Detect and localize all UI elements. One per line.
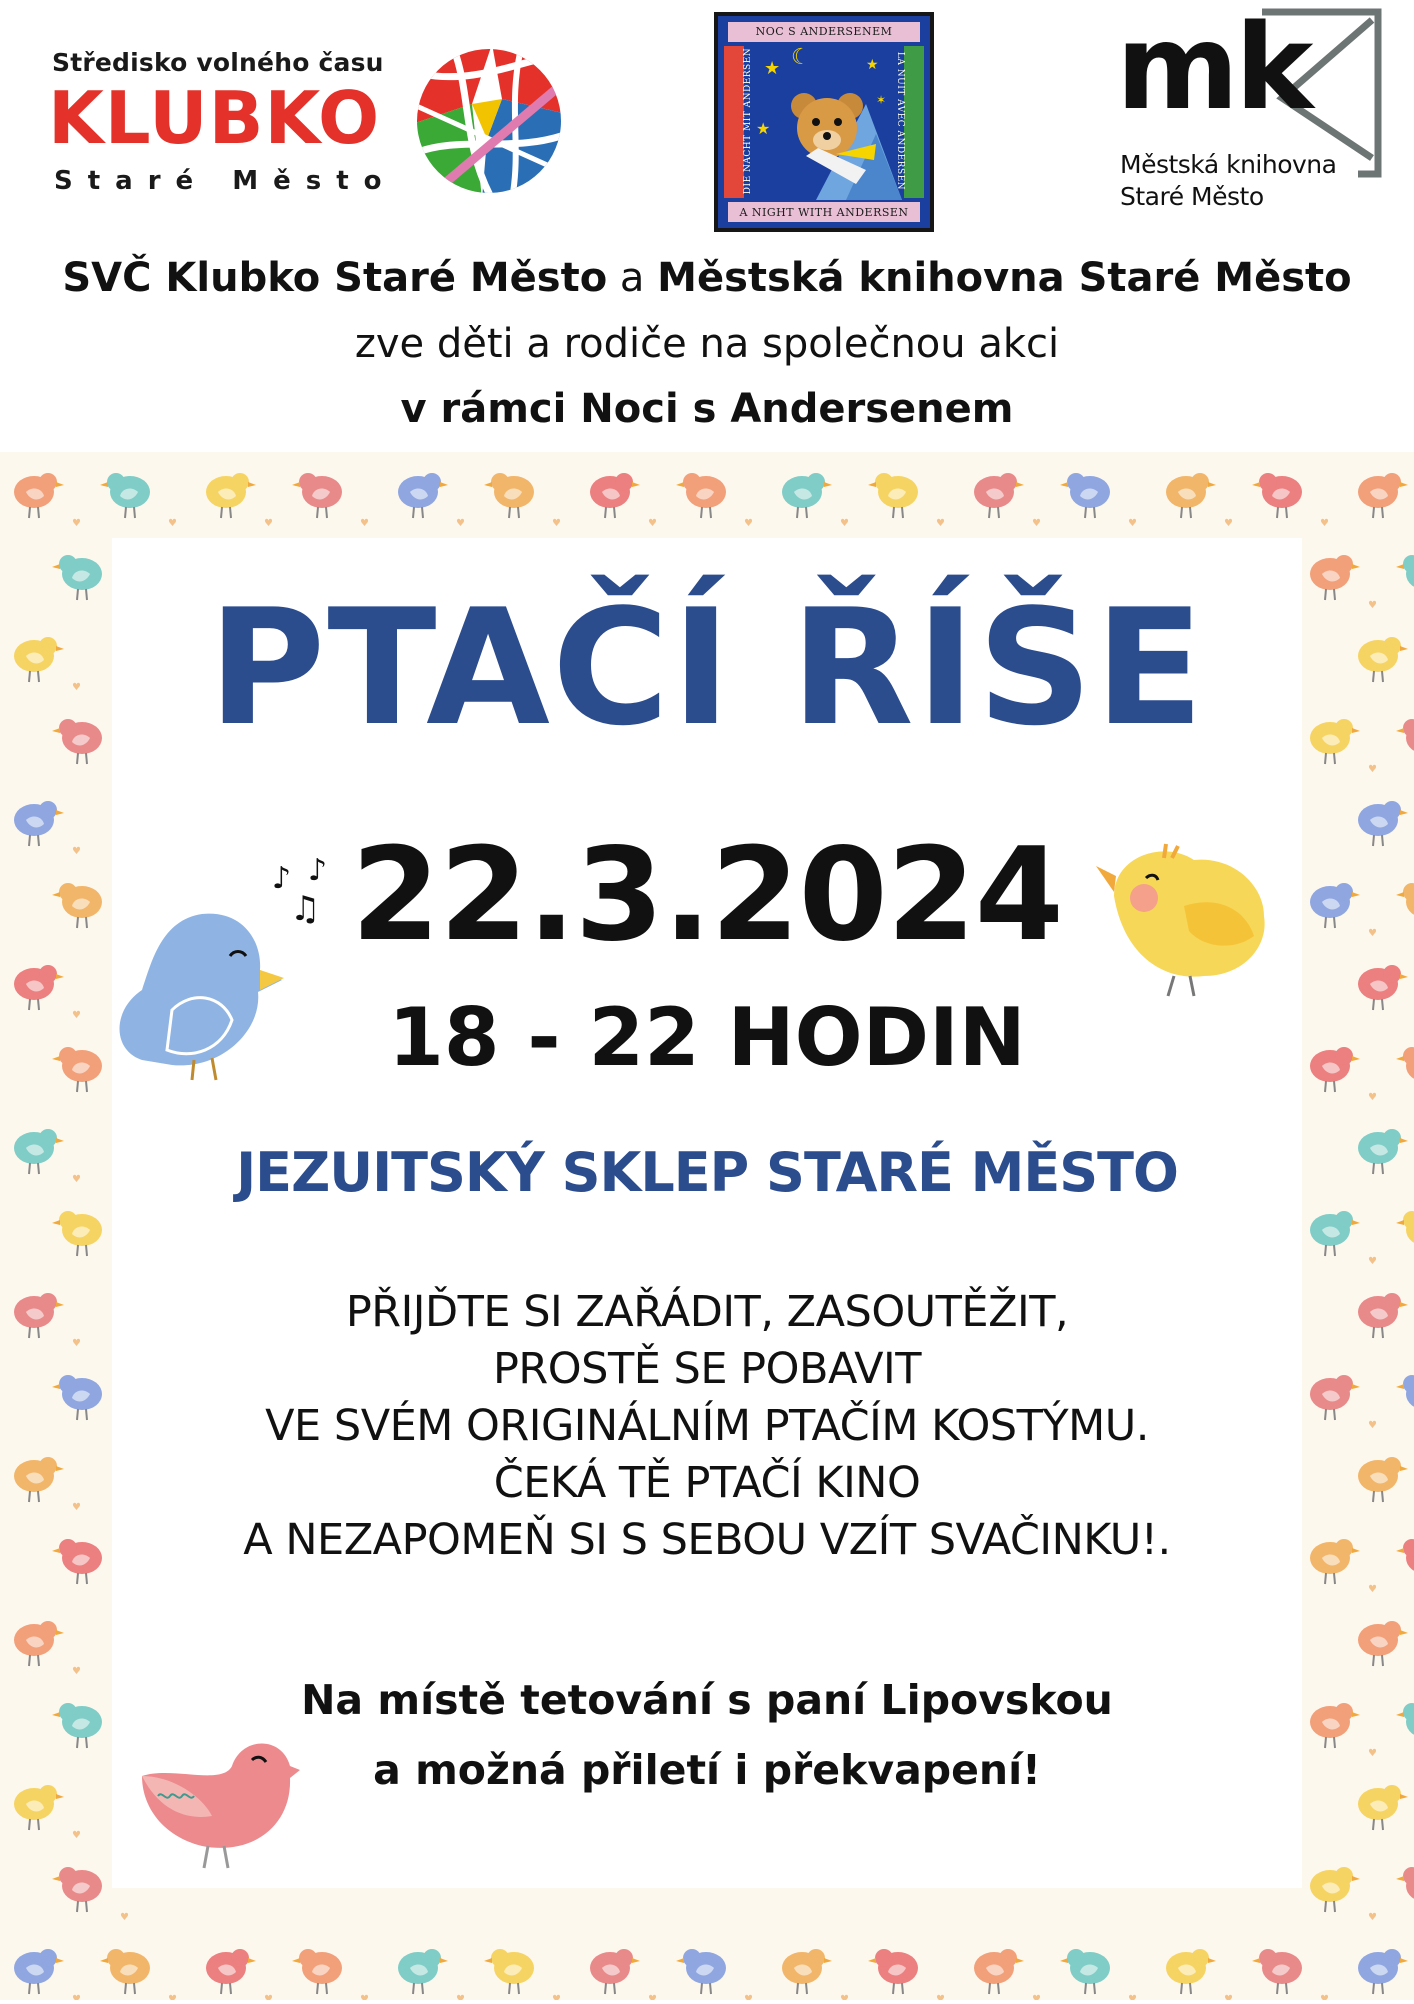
svg-text:☾: ☾: [791, 45, 811, 70]
pattern-bird: [1310, 1211, 1360, 1256]
pattern-bird: [1358, 965, 1408, 1010]
pattern-heart: ♥: [264, 1994, 273, 2000]
pattern-heart: ♥: [1032, 518, 1041, 529]
pattern-bird: [782, 473, 832, 518]
yellow-bird-icon: [1094, 836, 1274, 1006]
svg-text:★: ★: [756, 119, 771, 138]
pattern-heart: ♥: [648, 518, 657, 529]
pattern-heart: ♥: [360, 1994, 369, 2000]
knihovna-line2: Staré Město: [1120, 182, 1264, 211]
pattern-heart: ♥: [936, 518, 945, 529]
event-title: PTAČÍ ŘÍŠE: [208, 574, 1206, 761]
description-line: PROSTĚ SE POBAVIT: [493, 1344, 921, 1394]
pattern-bird: [1396, 1539, 1414, 1584]
pattern-bird: [1252, 1949, 1302, 1994]
pattern-heart: ♥: [1128, 518, 1137, 529]
pattern-bird: [1252, 473, 1302, 518]
pattern-bird: [974, 1949, 1024, 1994]
pattern-heart: ♥: [552, 518, 561, 529]
pattern-heart: ♥: [72, 682, 81, 693]
pattern-heart: ♥: [168, 1994, 177, 2000]
pattern-bird: [1396, 883, 1414, 928]
organizer-conjunction: a: [607, 255, 658, 301]
pattern-bird: [52, 719, 102, 764]
pattern-heart: ♥: [72, 846, 81, 857]
svg-text:♪: ♪: [308, 853, 328, 888]
pattern-bird: [1310, 1539, 1360, 1584]
intro-organizers: [0, 255, 1414, 301]
pattern-bird: [206, 473, 256, 518]
yarn-ball-icon: [412, 44, 567, 199]
pattern-bird: [590, 1949, 640, 1994]
klubko-subtitle: Staré Město: [54, 166, 397, 196]
pattern-bird: [14, 965, 64, 1010]
pattern-heart: ♥: [1224, 1994, 1233, 2000]
pattern-heart: ♥: [552, 1994, 561, 2000]
pattern-heart: ♥: [456, 518, 465, 529]
pattern-bird: [1396, 555, 1414, 600]
pattern-heart: ♥: [72, 1666, 81, 1677]
klubko-logo: [40, 40, 580, 210]
pattern-bird: [52, 883, 102, 928]
pattern-bird: [14, 1621, 64, 1666]
pattern-bird: [1310, 1047, 1360, 1092]
pattern-bird: [1310, 1867, 1360, 1912]
pattern-bird: [676, 473, 726, 518]
pattern-bird: [1396, 1703, 1414, 1748]
pattern-bird: [292, 473, 342, 518]
knihovna-line1: Městská knihovna: [1120, 150, 1337, 179]
pattern-heart: ♥: [72, 1502, 81, 1513]
svg-text:✶: ✶: [876, 93, 887, 107]
pattern-heart: ♥: [1368, 1748, 1377, 1759]
pattern-heart: ♥: [168, 518, 177, 529]
noc-bottom-label: A NIGHT WITH ANDERSEN: [739, 206, 909, 219]
pattern-heart: ♥: [648, 1994, 657, 2000]
event-date: 22.3.2024: [351, 821, 1063, 970]
pattern-heart: ♥: [1368, 600, 1377, 611]
noc-right-label: LA NUIT AVEC ANDERSEN: [895, 51, 905, 191]
pattern-bird: [974, 473, 1024, 518]
description-line: A NEZAPOMEŇ SI S SEBOU VZÍT SVAČINKU!.: [243, 1515, 1171, 1565]
pattern-heart: ♥: [72, 1010, 81, 1021]
pattern-heart: ♥: [264, 518, 273, 529]
extra-info-line1: Na místě tetování s paní Lipovskou: [301, 1676, 1113, 1724]
pattern-heart: ♥: [1320, 518, 1329, 529]
pattern-heart: ♥: [1368, 1584, 1377, 1595]
pattern-bird: [1396, 1867, 1414, 1912]
pattern-bird: [1358, 637, 1408, 682]
pattern-bird: [52, 1703, 102, 1748]
description-line: ČEKÁ TĚ PTAČÍ KINO: [493, 1458, 921, 1508]
pattern-bird: [782, 1949, 832, 1994]
pattern-heart: ♥: [1368, 1092, 1377, 1103]
pattern-heart: ♥: [360, 518, 369, 529]
pattern-bird: [1396, 1211, 1414, 1256]
pattern-bird: [1358, 1949, 1408, 1994]
pattern-bird: [52, 1375, 102, 1420]
pattern-bird: [1396, 1047, 1414, 1092]
pattern-bird: [1358, 1621, 1408, 1666]
pattern-bird: [1310, 719, 1360, 764]
pattern-bird: [484, 1949, 534, 1994]
pattern-bird: [14, 1949, 64, 1994]
pattern-bird: [1358, 1457, 1408, 1502]
pattern-bird: [590, 473, 640, 518]
pattern-bird: [1358, 1129, 1408, 1174]
pattern-bird: [14, 801, 64, 846]
pattern-bird: [100, 1949, 150, 1994]
event-venue: JEZUITSKÝ SKLEP STARÉ MĚSTO: [236, 1141, 1178, 1204]
pattern-heart: ♥: [840, 518, 849, 529]
klubko-name: KLUBKO: [48, 76, 381, 160]
pattern-heart: ♥: [744, 518, 753, 529]
pattern-heart: ♥: [1368, 1420, 1377, 1431]
pattern-bird: [14, 473, 64, 518]
pattern-bird: [1310, 1375, 1360, 1420]
klubko-top-text: Středisko volného času: [52, 48, 384, 77]
pattern-bird: [52, 1867, 102, 1912]
pattern-bird: [1060, 1949, 1110, 1994]
pattern-heart: ♥: [72, 1174, 81, 1185]
pattern-bird: [1358, 1293, 1408, 1338]
pattern-bird: [52, 1047, 102, 1092]
mk-mark: mk: [1116, 0, 1310, 136]
pattern-bird: [52, 1539, 102, 1584]
pattern-bird: [1358, 473, 1408, 518]
pattern-bird: [14, 1129, 64, 1174]
noc-top-label: NOC S ANDERSENEM: [755, 25, 893, 38]
pattern-bird: [398, 473, 448, 518]
pattern-heart: ♥: [1368, 1256, 1377, 1267]
event-time: 18 - 22 HODIN: [388, 991, 1026, 1084]
pattern-bird: [14, 637, 64, 682]
organizer-2: Městská knihovna Staré Město: [657, 255, 1352, 301]
pattern-bird: [100, 473, 150, 518]
pattern-bird: [52, 1211, 102, 1256]
svg-text:★: ★: [866, 57, 879, 73]
pattern-heart: ♥: [72, 518, 81, 529]
teddy-bear-icon: [746, 44, 902, 200]
pattern-heart: ♥: [1320, 1994, 1329, 2000]
pattern-bird: [292, 1949, 342, 1994]
blue-bird-icon: [112, 900, 292, 1090]
pattern-bird: [1166, 1949, 1216, 1994]
pattern-heart: ♥: [72, 1830, 81, 1841]
pattern-bird: [1358, 801, 1408, 846]
extra-info-line2: a možná přiletí i překvapení!: [373, 1746, 1041, 1794]
noc-left-label: DIE NACHT MIT ANDERSEN: [743, 47, 753, 195]
pattern-bird: [484, 473, 534, 518]
pattern-bird: [14, 1785, 64, 1830]
intro-context: v rámci Noci s Andersenem: [400, 386, 1014, 432]
description-line: PŘIJĎTE SI ZAŘÁDIT, ZASOUTĚŽIT,: [345, 1287, 1069, 1337]
pattern-bird: [1396, 719, 1414, 764]
pattern-heart: ♥: [840, 1994, 849, 2000]
svg-text:★: ★: [764, 58, 781, 79]
pattern-heart: ♥: [1368, 1912, 1377, 1923]
pattern-heart: ♥: [1368, 928, 1377, 939]
mestska-knihovna-logo: [1112, 0, 1382, 218]
pink-bird-icon: [132, 1726, 302, 1876]
pattern-bird: [1310, 1703, 1360, 1748]
pattern-heart: ♥: [120, 1912, 129, 1923]
pattern-heart: ♥: [72, 1994, 81, 2000]
pattern-heart: ♥: [1128, 1994, 1137, 2000]
description-line: VE SVÉM ORIGINÁLNÍM PTAČÍM KOSTÝMU.: [265, 1401, 1149, 1451]
pattern-bird: [1358, 1785, 1408, 1830]
pattern-heart: ♥: [1224, 518, 1233, 529]
pattern-bird: [206, 1949, 256, 1994]
pattern-heart: ♥: [1032, 1994, 1041, 2000]
pattern-heart: ♥: [72, 1338, 81, 1349]
pattern-bird: [1396, 1375, 1414, 1420]
pattern-heart: ♥: [1368, 764, 1377, 775]
noc-s-andersenem-logo: [714, 12, 934, 232]
event-description: [112, 1284, 1302, 1569]
pattern-heart: ♥: [456, 1994, 465, 2000]
pattern-bird: [14, 1293, 64, 1338]
svg-text:♪: ♪: [272, 861, 292, 896]
pattern-bird: [1310, 555, 1360, 600]
pattern-heart: ♥: [936, 1994, 945, 2000]
pattern-bird: [1166, 473, 1216, 518]
pattern-bird: [14, 1457, 64, 1502]
pattern-heart: ♥: [744, 1994, 753, 2000]
intro-invitation: zve děti a rodiče na společnou akci: [354, 321, 1060, 367]
organizer-1: SVČ Klubko Staré Město: [62, 255, 608, 301]
pattern-bird: [868, 1949, 918, 1994]
pattern-bird: [52, 555, 102, 600]
svg-text:♫: ♫: [290, 889, 321, 929]
pattern-bird: [868, 473, 918, 518]
pattern-bird: [398, 1949, 448, 1994]
pattern-bird: [1310, 883, 1360, 928]
pattern-bird: [676, 1949, 726, 1994]
pattern-bird: [1060, 473, 1110, 518]
